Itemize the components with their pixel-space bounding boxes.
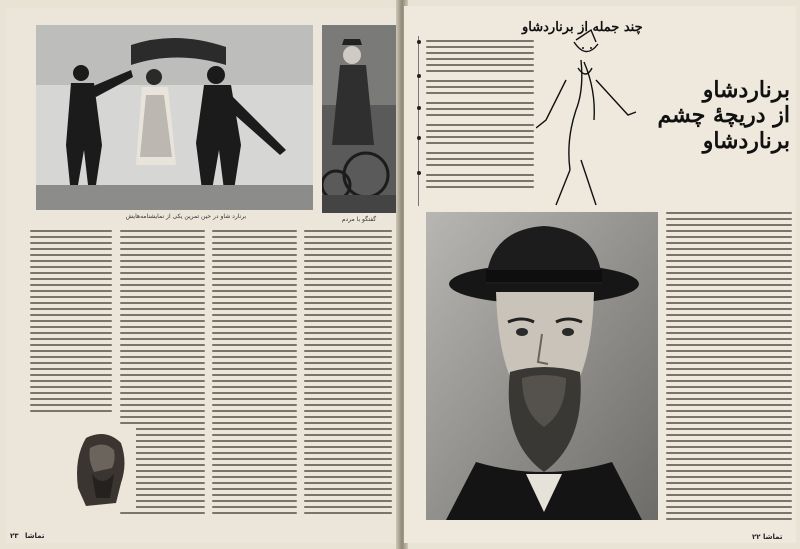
quotes-divider <box>418 36 419 206</box>
left-col-3 <box>212 230 297 530</box>
main-title-line-3: برناردشاو <box>702 127 790 154</box>
quote-bullet <box>417 74 421 78</box>
left-footer-page <box>10 532 44 540</box>
shaw-portrait-photo <box>426 212 658 520</box>
quotes-heading: چند جمله از برناردشاو <box>522 20 643 35</box>
right-brand-logo: تماشا <box>762 533 783 541</box>
right-page <box>404 6 796 543</box>
bust-sculpture-photo <box>66 428 136 510</box>
left-page-number: ۲۳ <box>10 532 19 540</box>
right-footer-page <box>748 533 782 541</box>
street-photo <box>322 25 396 213</box>
quote-bullet <box>417 106 421 110</box>
quote-bullet <box>417 171 421 175</box>
left-page <box>6 8 398 543</box>
street-caption: گفتگو با مردم <box>341 216 377 223</box>
quotes-list <box>426 40 534 215</box>
right-intro-col <box>666 212 792 532</box>
right-page-number: ۲۲ <box>752 533 761 541</box>
rehearsal-caption: برنارد شاو در حین تمرین یکی از نمایشنامه‌هایش <box>125 213 247 220</box>
main-title-line-2: از دریچهٔ چشم <box>657 102 790 129</box>
main-title-line-1: برناردشاو <box>702 77 790 103</box>
quote-bullet <box>417 40 421 44</box>
left-col-4 <box>304 230 392 530</box>
left-brand-logo: تماشا <box>24 532 45 540</box>
rehearsal-photo <box>36 25 313 210</box>
quote-bullet <box>417 136 421 140</box>
left-col-1 <box>30 230 112 420</box>
main-title <box>642 78 790 154</box>
shaw-caricature <box>536 20 646 210</box>
